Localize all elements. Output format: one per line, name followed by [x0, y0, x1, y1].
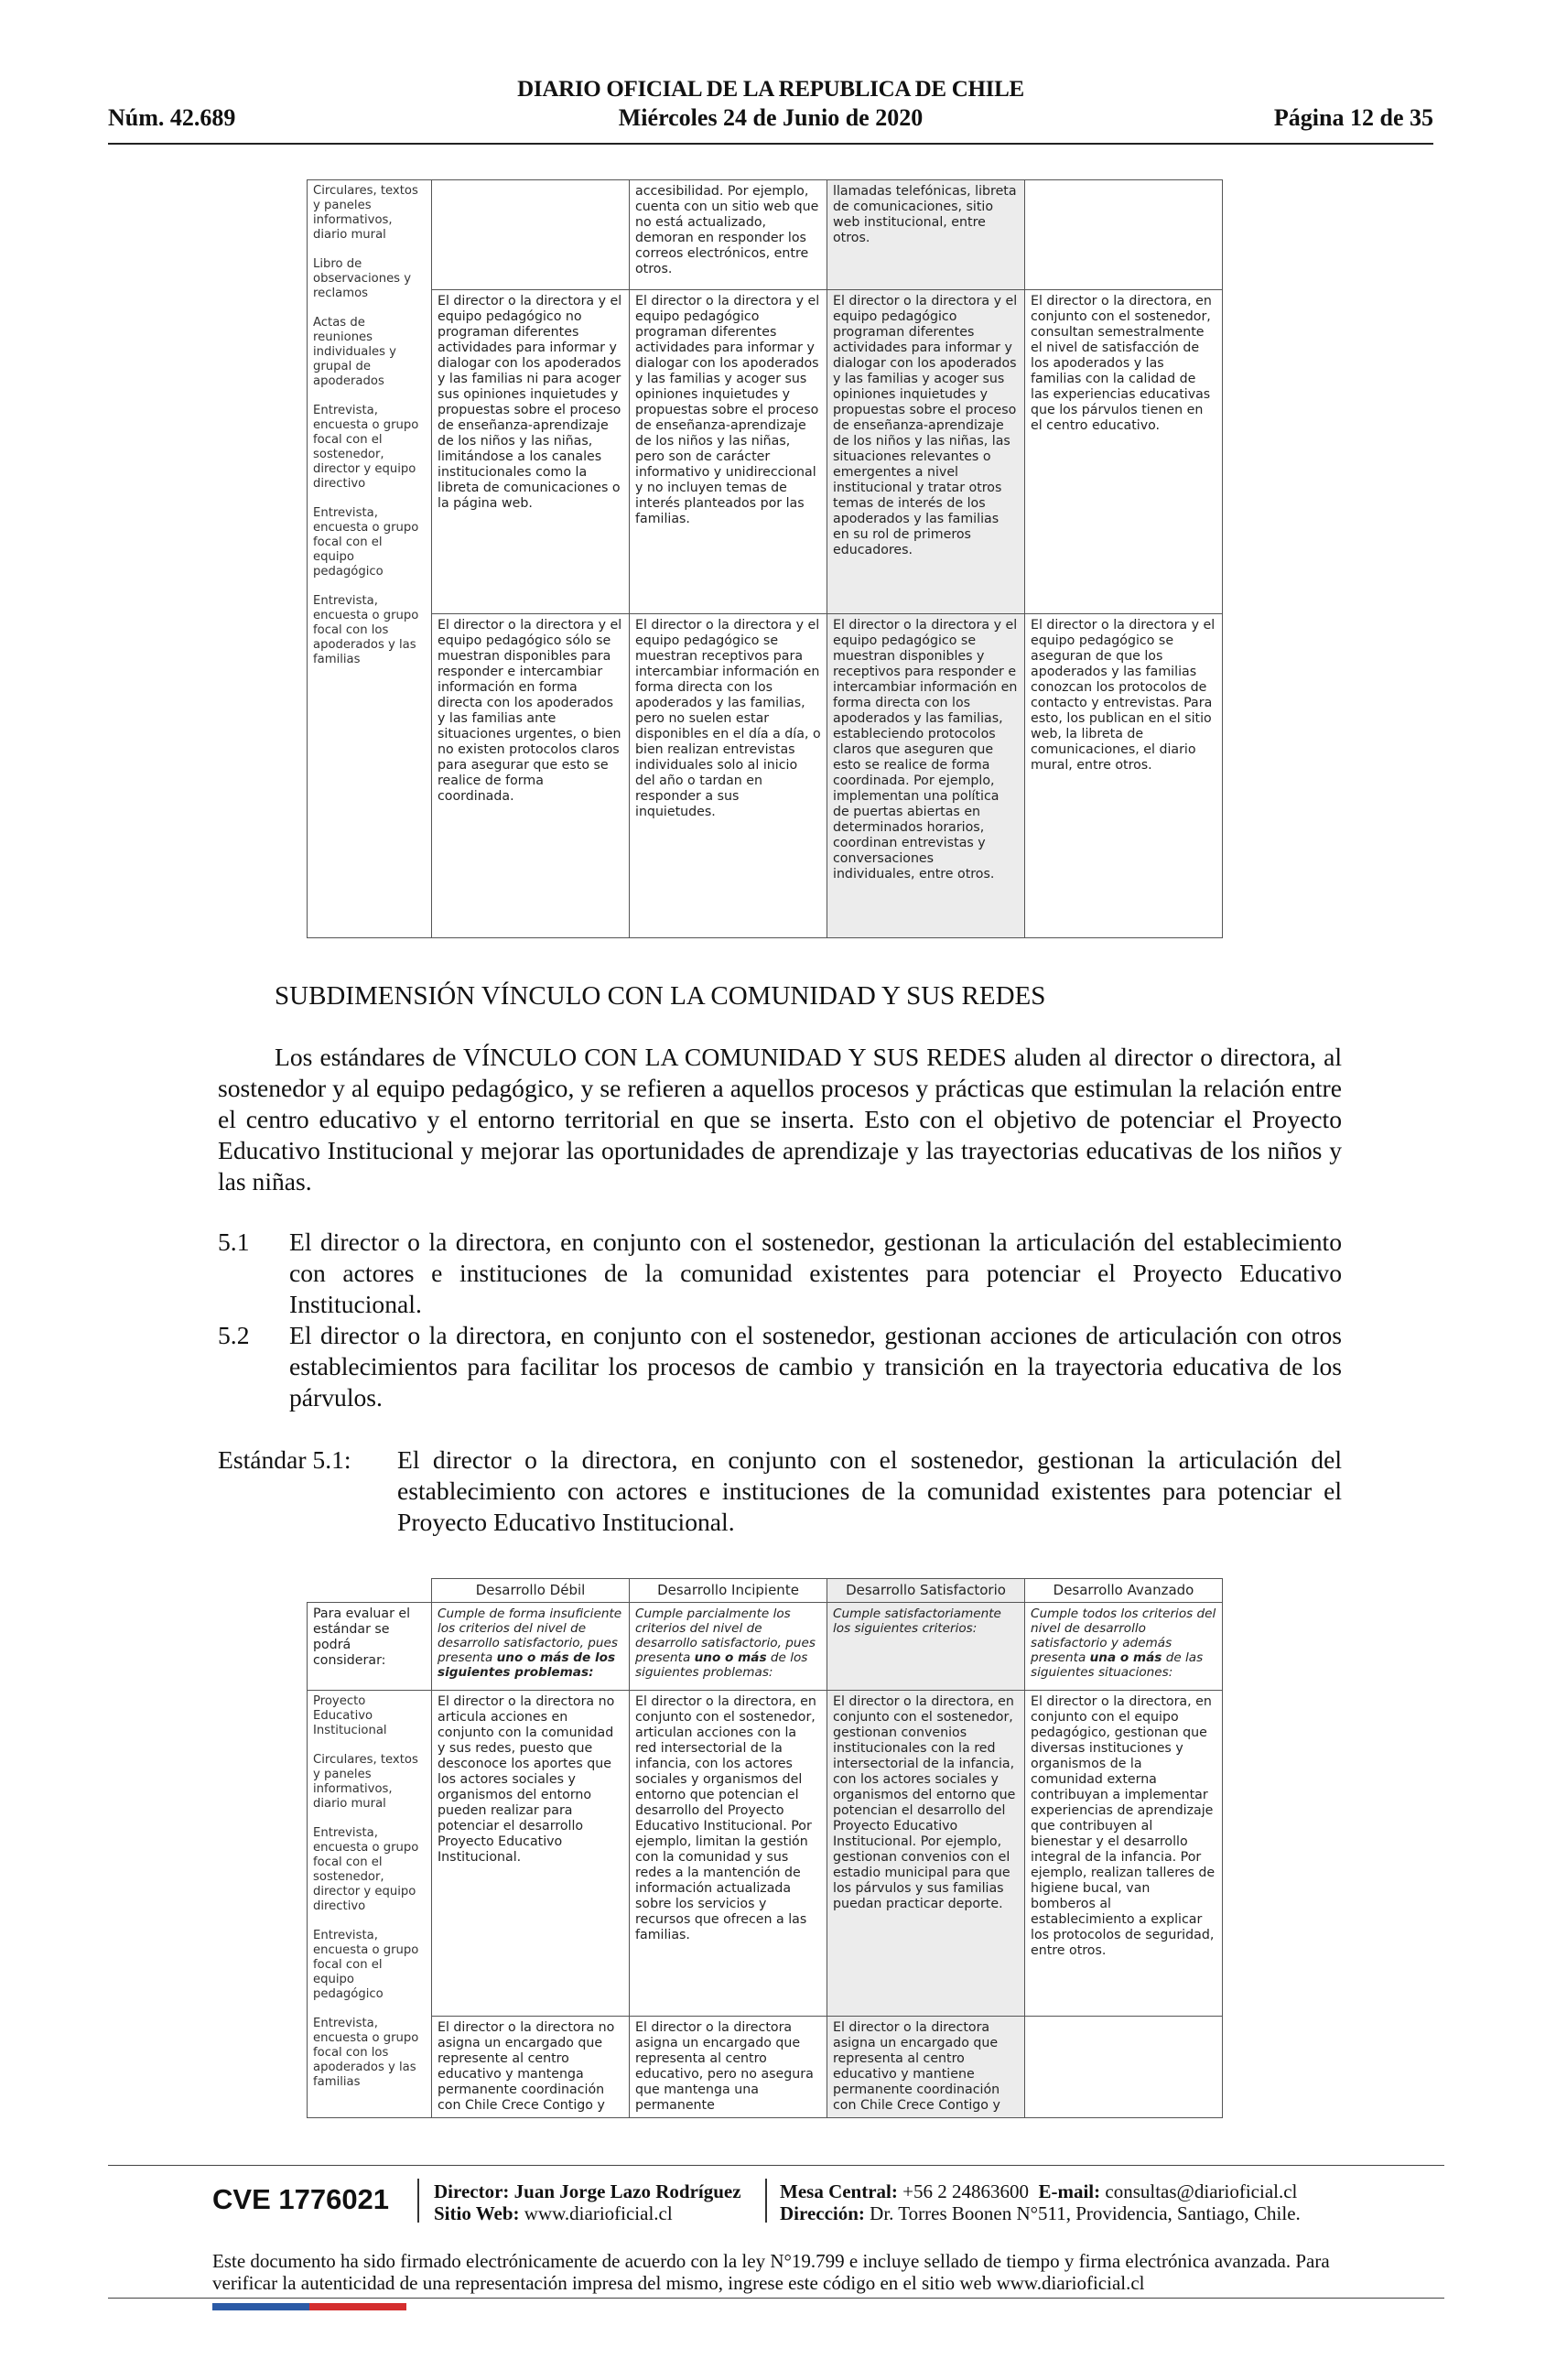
level-description: Cumple satisfactoriamente los siguientes criterios:: [827, 1603, 1025, 1691]
page-number: Página 12 de 35: [1273, 104, 1433, 131]
page-header: [108, 73, 1433, 145]
cell-avanzado: El director o la directora, en conjunto con el sostenedor, consultan semestralmente el nivel de satisfacción de los apoderados y las familias con la calidad de las experiencias educativas que los párvulos tienen en el centro educativo.: [1025, 290, 1223, 614]
footer-divider: [108, 2165, 1444, 2166]
table-row: [308, 2017, 1223, 2118]
standard-text: El director o la directora, en conjunto con el sostenedor, gestionan la articulación del establecimiento con actores e instituciones de la comunidad existentes para potenciar el Proyecto Educativo Institucional.: [397, 1445, 1342, 1536]
footer-director: Director: Juan Jorge Lazo Rodríguez Sitio Web: www.diarioficial.cl: [434, 2180, 741, 2224]
cell-debil: [432, 180, 630, 290]
cell-debil: El director o la directora no asigna un encargado que represente al centro educativo y mantenga permanente coordinación con Chile Crece Contigo y: [432, 2017, 630, 2118]
item-text: El director o la directora, en conjunto con el sostenedor, gestionan acciones de articulación con otros establecimientos para facilitar los procesos de cambio y transición en la trayectoria educativa de los párvulos.: [289, 1321, 1342, 1412]
cell-incipiente: El director o la directora y el equipo pedagógico se muestran receptivos para intercambiar información en forma directa con los apoderados y las familias, pero no suelen estar disponibles en el día a día, o bien realizan entrevistas individuales solo al inicio del año o tardan en responder a sus inquietudes.: [630, 614, 827, 938]
standards-table-continued: [307, 179, 1223, 938]
table-row: [308, 290, 1223, 614]
cell-avanzado: El director o la directora, en conjunto con el equipo pedagógico, gestionan que diversas instituciones y organismos de la comunidad externa contribuyan a implementar experiencias de aprendizaje que contribuyen al bienestar y el desarrollo integral de la infancia. Por ejemplo, realizan talleres de higiene bucal, van bomberos al establecimiento a explicar los protocolos de seguridad, entre otros.: [1025, 1691, 1223, 2017]
cell-incipiente: El director o la directora, en conjunto con el sostenedor, articulan acciones con la red intersectorial de la infancia, con los actores sociales y organismos del entorno que potencian el desarrollo del Proyecto Educativo Institucional. Por ejemplo, limitan la gestión con la comunidad y sus redes a la mantención de información actualizada sobre los servicios y recursos que ofrecen a las familias.: [630, 1691, 827, 2017]
issue-number: Núm. 42.689: [108, 104, 236, 131]
flag-stripe-blue: [212, 2303, 309, 2310]
cve-code: CVE 1776021: [212, 2183, 390, 2215]
evidence-list: Circulares, textos y paneles informativos, diario mural Libro de observaciones y reclamos Actas de reuniones individuales y grupal de apoderados Entrevista, encuesta o grupo focal con el sostenedor, director y equipo directivo Entrevista, encuesta o grupo focal con el equipo pedagógico Entrevista, encuesta o grupo focal con los apoderados y las familias: [308, 180, 432, 938]
signature-notice: Este documento ha sido firmado electrónicamente de acuerdo con la ley N°19.799 e incluye sellado de tiempo y firma electrónica avanzada. Para verificar la autenticidad de una representación impresa del mismo, ingrese este código en el sitio web www.diarioficial.cl: [212, 2250, 1330, 2294]
table-row: [308, 180, 1223, 290]
cell-incipiente: El director o la directora asigna un encargado que representa al centro educativo, pero no asegura que mantenga una permanente: [630, 2017, 827, 2118]
level-header: Desarrollo Satisfactorio: [827, 1579, 1025, 1603]
cell-debil: El director o la directora no articula acciones en conjunto con la comunidad y sus redes, puesto que desconoce los aportes que los actores sociales y organismos del entorno pueden realizar para potenciar el desarrollo Proyecto Educativo Institucional.: [432, 1691, 630, 2017]
issue-date: Miércoles 24 de Junio de 2020: [618, 104, 924, 131]
cell-satisfactorio: El director o la directora y el equipo pedagógico se muestran disponibles y receptivos para responder e intercambiar información en forma directa con los apoderados y las familias, estableciendo protocolos claros que aseguren que esto se realice de forma coordinada. Por ejemplo, implementan una política de puertas abiertas en determinados horarios, coordinan entrevistas y conversaciones individuales, entre otros.: [827, 614, 1025, 938]
cell-satisfactorio: El director o la directora y el equipo pedagógico programan diferentes actividades para informar y dialogar con los apoderados y las familias y acoger sus opiniones inquietudes y propuestas sobre el proceso de enseñanza-aprendizaje de los niños y las niñas, las situaciones relevantes o emergentes a nivel institucional y tratar otros temas de interés de los apoderados y las familias en su rol de primeros educadores.: [827, 290, 1025, 614]
cell-avanzado: El director o la directora y el equipo pedagógico se aseguran de que los apoderados y las familias conozcan los protocolos de contacto y entrevistas. Para esto, los publican en el sitio web, la libreta de comunicaciones, el diario mural, entre otros.: [1025, 614, 1223, 938]
cell-satisfactorio: llamadas telefónicas, libreta de comunicaciones, sitio web institucional, entre otros.: [827, 180, 1025, 290]
table-row: [308, 1603, 1223, 1691]
cell-incipiente: accesibilidad. Por ejemplo, cuenta con un sitio web que no está actualizado, demoran en responder los correos electrónicos, entre otros.: [630, 180, 827, 290]
standard-5-1-table: [307, 1578, 1223, 2118]
cell-avanzado: [1025, 2017, 1223, 2118]
subdimension-title: SUBDIMENSIÓN VÍNCULO CON LA COMUNIDAD Y SUS REDES: [275, 981, 1046, 1011]
flag-stripe: [212, 2303, 406, 2310]
level-description: Cumple de forma insuficiente los criterios del nivel de desarrollo satisfactorio, pues presenta uno o más de los siguientes problemas:: [432, 1603, 630, 1691]
footer-contact: Mesa Central: +56 2 24863600 E-mail: consultas@diarioficial.cl Dirección: Dr. Torres Boonen N°511, Providencia, Santiago, Chile.: [780, 2180, 1301, 2224]
cell-satisfactorio: El director o la directora asigna un encargado que representa al centro educativo y mantiene permanente coordinación con Chile Crece Contigo y: [827, 2017, 1025, 2118]
flag-stripe-red: [309, 2303, 406, 2310]
footer-separator: [417, 2179, 419, 2223]
level-header: Desarrollo Incipiente: [630, 1579, 827, 1603]
cell-avanzado: [1025, 180, 1223, 290]
item-number: 5.1: [218, 1228, 250, 1256]
eval-label: Para evaluar el estándar se podrá considerar:: [308, 1603, 432, 1691]
table-row: [308, 1691, 1223, 2017]
cell-incipiente: El director o la directora y el equipo pedagógico programan diferentes actividades para informar y dialogar con los apoderados y las familias y acoger sus opiniones inquietudes y propuestas sobre el proceso de enseñanza-aprendizaje de los niños y las niñas, pero son de carácter informativo y unidireccional y no incluyen temas de interés planteados por las familias.: [630, 290, 827, 614]
intro-paragraph: Los estándares de VÍNCULO CON LA COMUNIDAD Y SUS REDES aluden al director o directora, al sostenedor y al equipo pedagógico, y se refieren a aquellos procesos y prácticas que estimulan la relación entre el centro educativo y el entorno territorial en que se inserta. Esto con el objetivo de potenciar el Proyecto Educativo Institucional y mejorar las oportunidades de aprendizaje y las trayectorias educativas de los niños y las niñas.: [218, 1043, 1342, 1195]
level-description: Cumple todos los criterios del nivel de desarrollo satisfactorio y además presenta una o más de las siguientes situaciones:: [1025, 1603, 1223, 1691]
cell-debil: El director o la directora y el equipo pedagógico sólo se muestran disponibles para responder e intercambiar información en forma directa con los apoderados y las familias ante situaciones urgentes, o bien no existen protocolos claros para asegurar que esto se realice de forma coordinada.: [432, 614, 630, 938]
evidence-list: Proyecto Educativo Institucional Circulares, textos y paneles informativos, diario mural Entrevista, encuesta o grupo focal con el sostenedor, director y equipo directivo Entrevista, encuesta o grupo focal con el equipo pedagógico Entrevista, encuesta o grupo focal con los apoderados y las familias: [308, 1691, 432, 2118]
cell-satisfactorio: El director o la directora, en conjunto con el sostenedor, gestionan convenios institucionales con la red intersectorial de la infancia, con los actores sociales y organismos del entorno que potencian el desarrollo del Proyecto Educativo Institucional. Por ejemplo, gestionan convenios con el estadio municipal para que los párvulos y sus familias puedan practicar deporte.: [827, 1691, 1025, 2017]
item-number: 5.2: [218, 1321, 250, 1349]
standard-label: Estándar 5.1:: [218, 1445, 351, 1474]
item-text: El director o la directora, en conjunto con el sostenedor, gestionan la articulación del establecimiento con actores e instituciones de la comunidad existentes para potenciar el Proyecto Educativo Institucional.: [289, 1228, 1342, 1318]
footer-separator: [765, 2179, 767, 2223]
level-header: Desarrollo Débil: [432, 1579, 630, 1603]
gazette-title: DIARIO OFICIAL DE LA REPUBLICA DE CHILE: [517, 77, 1024, 102]
level-description: Cumple parcialmente los criterios del nivel de desarrollo satisfactorio, pues presenta uno o más de los siguientes problemas:: [630, 1603, 827, 1691]
table-header-row: [308, 1579, 1223, 1603]
cell-debil: El director o la directora y el equipo pedagógico no programan diferentes actividades para informar y dialogar con los apoderados y las familias ni para acoger sus opiniones inquietudes y propuestas sobre el proceso de enseñanza-aprendizaje de los niños y las niñas, limitándose a los canales institucionales como la libreta de comunicaciones o la página web.: [432, 290, 630, 614]
footer-divider: [108, 2298, 1444, 2299]
level-header: Desarrollo Avanzado: [1025, 1579, 1223, 1603]
table-row: [308, 614, 1223, 938]
